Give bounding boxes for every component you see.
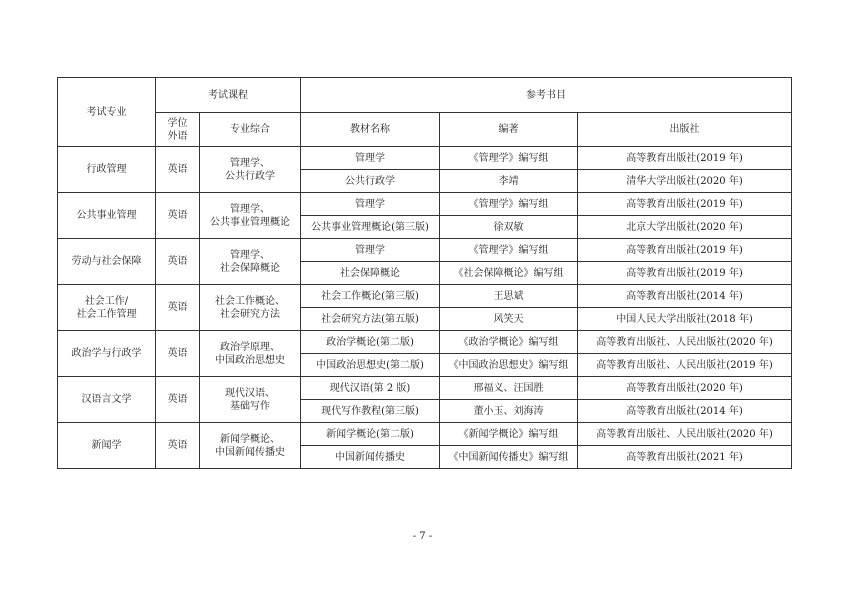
cell-author: 董小玉、刘海涛 [440,400,578,423]
header-degree-language-line1: 学位 [167,117,188,129]
table-row [58,377,792,400]
major-line: 公共事业管理 [76,210,137,221]
cell-book-name: 中国政治思想史(第二版) [301,354,440,377]
major-line: 政治学与行政学 [71,348,142,359]
cell-degree-language: 英语 [156,239,200,285]
cell-book-name: 社会保障概论 [301,262,440,285]
cell-book-name: 管理学 [301,239,440,262]
cell-author: 《管理学》编写组 [440,147,578,170]
course-line: 中国政治思想史 [215,354,285,366]
table-row [58,285,792,308]
cell-book-name: 公共事业管理概论(第三版) [301,216,440,239]
header-courses: 考试课程 [156,78,301,113]
header-degree-language [156,113,200,147]
cell-publisher: 高等教育出版社(2019 年) [578,193,792,216]
cell-author: 《政治学概论》编写组 [440,331,578,354]
header-book-name: 教材名称 [301,113,440,147]
header-author: 编著 [440,113,578,147]
cell-book-name: 现代写作教程(第三版) [301,400,440,423]
cell-author: 《中国政治思想史》编写组 [440,354,578,377]
cell-comprehensive [200,423,301,469]
cell-comprehensive [200,239,301,285]
cell-major [58,331,156,377]
cell-major [58,239,156,285]
cell-book-name: 政治学概论(第二版) [301,331,440,354]
course-line: 政治学原理、 [220,341,280,353]
major-line: 劳动与社会保障 [71,256,142,267]
cell-major [58,377,156,423]
cell-publisher: 高等教育出版社、人民出版社(2020 年) [578,423,792,446]
major-line: 汉语言文学 [81,394,132,405]
cell-publisher: 高等教育出版社(2021 年) [578,446,792,469]
cell-degree-language: 英语 [156,285,200,331]
header-major: 考试专业 [58,78,156,147]
cell-major [58,423,156,469]
cell-publisher: 北京大学出版社(2020 年) [578,216,792,239]
major-line: 行政管理 [86,164,127,175]
cell-author: 《社会保障概论》编写组 [440,262,578,285]
table-row [58,331,792,354]
course-line: 社会研究方法 [220,308,280,320]
course-line: 新闻学概论、 [220,433,280,445]
cell-publisher: 高等教育出版社、人民出版社(2019 年) [578,354,792,377]
cell-book-name: 社会研究方法(第五版) [301,308,440,331]
cell-publisher: 高等教育出版社(2019 年) [578,147,792,170]
cell-publisher: 清华大学出版社(2020 年) [578,170,792,193]
cell-comprehensive [200,377,301,423]
cell-degree-language: 英语 [156,147,200,193]
cell-publisher: 高等教育出版社(2014 年) [578,400,792,423]
cell-degree-language: 英语 [156,331,200,377]
major-line: 社会工作管理 [76,308,137,320]
header-books: 参考书目 [301,78,792,113]
cell-comprehensive [200,147,301,193]
course-line: 中国新闻传播史 [215,446,285,458]
cell-major [58,285,156,331]
course-line: 现代汉语、 [225,387,275,399]
header-degree-language-line2: 外语 [167,130,188,142]
course-line: 管理学、 [230,157,270,169]
cell-degree-language: 英语 [156,377,200,423]
cell-book-name: 管理学 [301,147,440,170]
cell-book-name: 公共行政学 [301,170,440,193]
cell-author: 《管理学》编写组 [440,239,578,262]
cell-author: 风笑天 [440,308,578,331]
cell-publisher: 中国人民大学出版社(2018 年) [578,308,792,331]
cell-author: 《管理学》编写组 [440,193,578,216]
cell-book-name: 管理学 [301,193,440,216]
header-publisher: 出版社 [578,113,792,147]
cell-comprehensive [200,193,301,239]
cell-major [58,193,156,239]
table-row [58,239,792,262]
cell-publisher: 高等教育出版社、人民出版社(2020 年) [578,331,792,354]
cell-book-name: 现代汉语(第 2 版) [301,377,440,400]
course-line: 管理学、 [230,203,270,215]
cell-book-name: 新闻学概论(第二版) [301,423,440,446]
page-number: - 7 - [412,531,433,542]
course-line: 公共行政学 [225,170,275,182]
course-line: 社会工作概论、 [215,295,285,307]
table-row [58,147,792,170]
course-line: 社会保障概论 [220,262,280,274]
table-body [58,147,792,469]
header-comprehensive: 专业综合 [200,113,301,147]
cell-book-name: 中国新闻传播史 [301,446,440,469]
table-row [58,423,792,446]
cell-publisher: 高等教育出版社(2020 年) [578,377,792,400]
table-row [58,193,792,216]
cell-author: 王思斌 [440,285,578,308]
cell-book-name: 社会工作概论(第三版) [301,285,440,308]
cell-publisher: 高等教育出版社(2014 年) [578,285,792,308]
major-line: 新闻学 [91,440,122,451]
cell-author: 徐双敏 [440,216,578,239]
cell-degree-language: 英语 [156,193,200,239]
cell-author: 《中国新闻传播史》编写组 [440,446,578,469]
cell-author: 《新闻学概论》编写组 [440,423,578,446]
cell-author: 邢福义、汪国胜 [440,377,578,400]
course-line: 公共事业管理概论 [210,216,290,228]
cell-major [58,147,156,193]
course-line: 管理学、 [230,249,270,261]
cell-comprehensive [200,285,301,331]
cell-comprehensive [200,331,301,377]
exam-reference-table [57,77,792,469]
cell-publisher: 高等教育出版社(2019 年) [578,262,792,285]
course-line: 基础写作 [230,400,270,412]
cell-author: 李靖 [440,170,578,193]
cell-publisher: 高等教育出版社(2019 年) [578,239,792,262]
major-line: 社会工作/ [84,295,129,307]
cell-degree-language: 英语 [156,423,200,469]
